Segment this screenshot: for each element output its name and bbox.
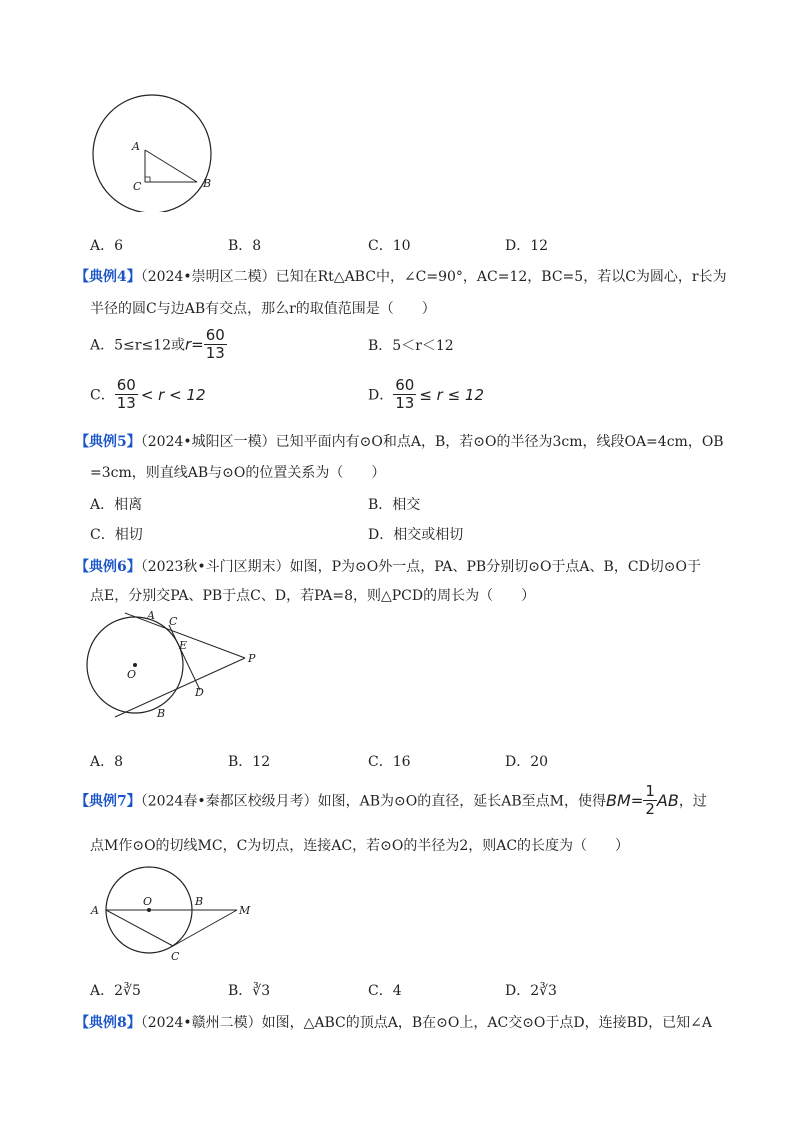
q7-stem-1: （2024春•秦都区校级月考）如图，AB为⊙O的直径，延长AB至点M，使得: [140, 793, 606, 810]
q4-option-d-fraction: [393, 377, 416, 412]
q7-fraction: [643, 783, 657, 818]
q4-option-a: [90, 327, 227, 362]
fig6-label-p: P: [248, 652, 256, 665]
figure-q3: [85, 92, 225, 212]
q3-option-b: B．8: [228, 238, 262, 254]
q6-tag: 【典例6】: [75, 559, 141, 575]
fig6-label-b: B: [157, 707, 166, 720]
fig6-label-o: O: [127, 668, 137, 681]
q7-option-c: C．4: [368, 983, 402, 999]
q6-option-c: C．16: [368, 754, 411, 770]
fig7-label-c: C: [171, 950, 180, 963]
q5-option-c: C．相切: [90, 527, 143, 543]
q4-line-2: 半径的圆C与边AB有交点，那么r的取值范围是（ ）: [90, 301, 436, 317]
q4-line-1: [75, 266, 727, 286]
q4-option-c-fraction: [115, 377, 138, 412]
q7-tail: ，过: [678, 793, 707, 810]
q7-eq: =: [630, 791, 644, 810]
q8-stem-1: （2024•赣州二模）如图，△ABC的顶点A，B在⊙O上，AC交⊙O于点D，连接BD，已知∠A: [140, 1015, 712, 1031]
q7-line-2: 点M作⊙O的切线MC，C为切点，连接AC，若⊙O的半径为2，则AC的长度为（ ）: [90, 838, 630, 854]
q6-option-d: D．20: [505, 754, 549, 770]
q4-option-a-fraction: [204, 327, 227, 362]
q7-den: 2: [645, 800, 655, 818]
q4-option-a-eq: =: [191, 335, 204, 354]
q5-stem-1: （2024•城阳区一模）已知平面内有⊙O和点A，B，若⊙O的半径为3cm，线段OA=4cm，OB: [140, 434, 724, 450]
q3-option-a: A．6: [90, 238, 124, 254]
q6-option-b: B．12: [228, 754, 271, 770]
q7-num: 1: [645, 782, 655, 800]
fig6-label-d: D: [195, 686, 204, 699]
q4-d-den: 13: [395, 394, 415, 412]
fig7-label-b: B: [195, 895, 204, 908]
q7-option-d: D．2∛3: [505, 983, 557, 999]
fig7-label-a: A: [91, 904, 99, 917]
fig3-label-c: C: [133, 180, 142, 193]
q8-tag: 【典例8】: [75, 1015, 141, 1031]
q3-option-c: C．10: [368, 238, 411, 254]
q5-option-d: D．相交或相切: [368, 527, 464, 543]
figure-q6: [85, 605, 270, 725]
fig6-label-a: A: [147, 609, 155, 622]
q6-line-2: 点E，分别交PA、PB于点C、D，若PA=8，则△PCD的周长为（ ）: [90, 588, 536, 604]
q4-d-num: 60: [395, 376, 415, 394]
q4-option-c-label: C．: [90, 387, 115, 404]
q4-option-d-label: D．: [368, 387, 394, 404]
fig6-label-e: E: [179, 639, 188, 652]
q4-c-num: 60: [116, 376, 136, 394]
q4-option-c-ineq: < r < 12: [140, 385, 206, 404]
q4-option-d-ineq: ≤ r ≤ 12: [419, 385, 485, 404]
fig3-label-b: B: [203, 177, 212, 190]
figure-q7: [85, 860, 265, 970]
q4-a-den: 13: [205, 344, 225, 362]
q4-option-b: B．5＜r＜12: [368, 338, 454, 354]
q5-option-b: B．相交: [368, 497, 421, 513]
q3-option-d: D．12: [505, 238, 549, 254]
q4-c-den: 13: [116, 394, 136, 412]
fig7-label-m: M: [239, 904, 251, 917]
q8-line-1: [75, 1012, 712, 1032]
q4-option-a-r: r: [185, 335, 192, 354]
q4-a-num: 60: [205, 326, 225, 344]
q5-line-1: [75, 431, 724, 451]
q7-tag: 【典例7】: [75, 793, 141, 810]
fig7-label-o: O: [143, 895, 153, 908]
q6-option-a: A．8: [90, 754, 124, 770]
fig6-label-c: C: [169, 615, 178, 628]
q7-ab: AB: [656, 791, 679, 810]
q6-stem-1: （2023秋•斗门区期末）如图，P为⊙O外一点，PA、PB分别切⊙O于点A、B，CD切⊙O于: [140, 559, 701, 575]
q5-tag: 【典例5】: [75, 434, 141, 450]
q6-line-1: [75, 556, 701, 576]
q5-option-a: A．相离: [90, 497, 143, 513]
q4-option-c: [90, 377, 206, 412]
q7-option-a: A．2∛5: [90, 983, 141, 999]
q4-stem-1: （2024•崇明区二模）已知在Rt△ABC中，∠C=90°，AC=12，BC=5，若以C为圆心，r长为: [140, 269, 727, 285]
q4-option-d: [368, 377, 484, 412]
fig3-label-a: A: [132, 140, 140, 153]
q4-option-a-text: A．5≤r≤12或: [90, 337, 185, 354]
q7-option-b: B．∛3: [228, 983, 271, 999]
q4-tag: 【典例4】: [75, 269, 141, 285]
q5-line-2: =3cm，则直线AB与⊙O的位置关系为（ ）: [90, 465, 386, 481]
q7-line-1: [75, 783, 707, 818]
q7-bm: BM: [605, 791, 631, 810]
